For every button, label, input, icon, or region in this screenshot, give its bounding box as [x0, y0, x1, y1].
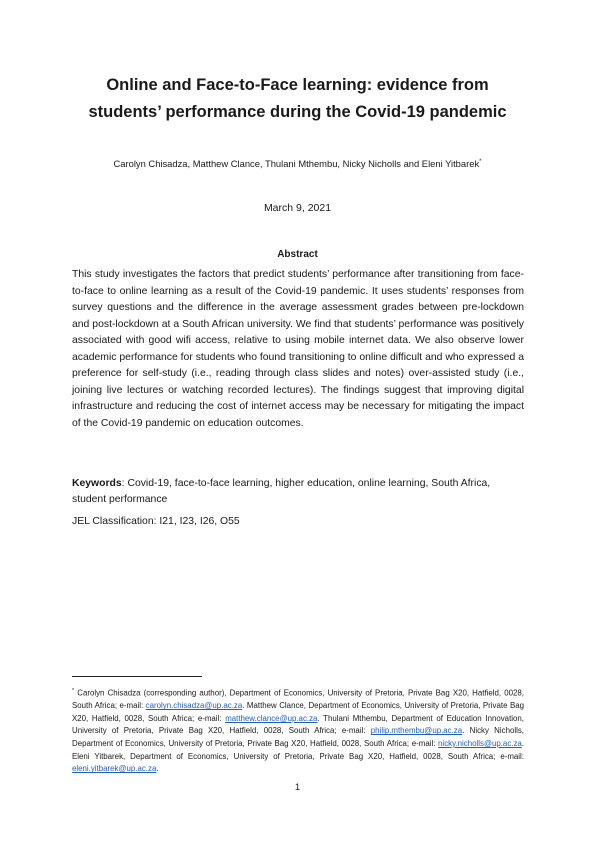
author-names: Carolyn Chisadza, Matthew Clance, Thulani Mthembu, Nicky Nicholls and Eleni Yitbarek — [113, 158, 480, 170]
footnote-text-6: . — [156, 764, 159, 774]
title-line-1: Online and Face-to-Face learning: evidence from — [106, 76, 489, 94]
paper-title — [60, 72, 535, 126]
footnote-marker: * — [72, 688, 75, 694]
keywords-label: Keywords — [72, 478, 122, 489]
footnote-text-5: . Eleni Yitbarek, Department of Economics, University of Pretoria, Private Bag X20, Hatfield, 0028, South Africa; e-mail: — [72, 739, 524, 761]
email-link-mthembu[interactable]: philip.mthembu@up.ac.za — [370, 726, 463, 736]
title-line-2: students’ performance during the Covid-19 pandemic — [88, 103, 507, 121]
email-link-clance[interactable]: matthew.clance@up.ac.za — [225, 713, 318, 723]
footnote-text-4: . Nicky Nicholls, Department of Economics, University of Pretoria, Private Bag X20, Hatfield, 0028, South Africa; e-mail: — [72, 726, 524, 748]
abstract-heading: Abstract — [277, 249, 318, 260]
footnote-text-2: . Matthew Clance, Department of Economics, University of Pretoria, Private Bag X20, Hatfield, 0028, South Africa; e-mail: — [72, 701, 524, 723]
email-link-nicholls[interactable]: nicky.nicholls@up.ac.za — [438, 739, 522, 748]
publication-date: March 9, 2021 — [263, 202, 332, 214]
email-link-yitbarek[interactable]: eleni.yitbarek@up.ac.za — [72, 764, 157, 774]
keywords — [72, 476, 524, 508]
abstract-text: This study investigates the factors that predict students’ performance after transitioning from face-to-face to online learning as a result of the Covid-19 pandemic. It uses students’ responses from survey questions and the difference in the average assessment grades between pre-lockdown and post-lockdown at a South African university. We find that students’ performance was positively associated with good wifi access, relative to using mobile internet data. We also observe lower academic performance for students who found transitioning to online difficult and who expressed a preference for self-study (i.e., reading through class slides and notes) over-assisted study (i.e., joining live lectures or watching recorded lectures). The findings suggest that improving digital infrastructure and reducing the cost of internet access may be necessary for mitigating the impact of the Covid-19 pandemic on education outcomes. — [72, 269, 524, 429]
jel-classification: JEL Classification: I21, I23, I26, O55 — [72, 516, 240, 527]
author-list — [40, 156, 555, 170]
email-link-chisadza[interactable]: carolyn.chisadza@up.ac.za — [145, 701, 243, 711]
footnote-text-3: . Thulani Mthembu, Department of Education Innovation, University of Pretoria, Private Bag X20, Hatfield, 0028, South Africa; e-mail: — [72, 713, 524, 736]
author-footnote — [72, 685, 524, 776]
page-number: 1 — [294, 782, 301, 793]
author-footnote-marker: * — [479, 159, 482, 165]
footnote-divider — [72, 676, 202, 677]
keywords-text: : Covid-19, face-to-face learning, higher education, online learning, South Africa, student performance — [72, 478, 491, 505]
footnote-text-1: Carolyn Chisadza (corresponding author), Department of Economics, University of Pretoria, Private Bag X20, Hatfield, 0028, South Africa; e-mail: — [72, 688, 524, 711]
